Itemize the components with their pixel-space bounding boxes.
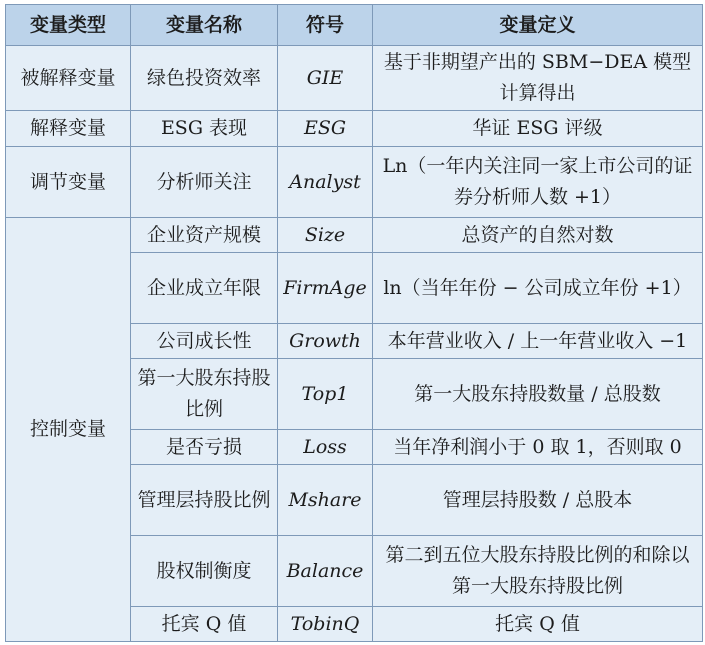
- cell-symbol: Analyst: [278, 147, 373, 218]
- cell-variable-name: ESG 表现: [131, 111, 278, 147]
- cell-definition: 托宾 Q 值: [373, 607, 703, 642]
- cell-symbol: FirmAge: [278, 253, 373, 324]
- cell-variable-name: 企业成立年限: [131, 253, 278, 324]
- cell-variable-name: 绿色投资效率: [131, 46, 278, 111]
- cell-definition: 管理层持股数 / 总股本: [373, 465, 703, 536]
- cell-variable-name: 股权制衡度: [131, 536, 278, 607]
- header-row: [6, 5, 703, 46]
- cell-variable-name: 企业资产规模: [131, 218, 278, 253]
- cell-definition: 华证 ESG 评级: [373, 111, 703, 147]
- cell-symbol: Growth: [278, 324, 373, 359]
- variable-definition-table: [5, 4, 703, 642]
- cell-symbol: GIE: [278, 46, 373, 111]
- header-variable-type: 变量类型: [6, 5, 131, 46]
- header-symbol: 符号: [278, 5, 373, 46]
- header-variable-definition: 变量定义: [373, 5, 703, 46]
- cell-symbol: Mshare: [278, 465, 373, 536]
- cell-variable-name: 是否亏损: [131, 430, 278, 465]
- cell-variable-name: 公司成长性: [131, 324, 278, 359]
- cell-variable-name: 分析师关注: [131, 147, 278, 218]
- header-variable-name: 变量名称: [131, 5, 278, 46]
- cell-symbol: Size: [278, 218, 373, 253]
- cell-definition: 基于非期望产出的 SBM−DEA 模型计算得出: [373, 46, 703, 111]
- table-row: [6, 147, 703, 218]
- cell-definition: 总资产的自然对数: [373, 218, 703, 253]
- cell-symbol: Loss: [278, 430, 373, 465]
- cell-symbol: TobinQ: [278, 607, 373, 642]
- cell-definition: 本年营业收入 / 上一年营业收入 −1: [373, 324, 703, 359]
- cell-definition: 第一大股东持股数量 / 总股数: [373, 359, 703, 430]
- cell-symbol: ESG: [278, 111, 373, 147]
- cell-variable-name: 管理层持股比例: [131, 465, 278, 536]
- cell-definition: 当年净利润小于 0 取 1，否则取 0: [373, 430, 703, 465]
- cell-definition: Ln（一年内关注同一家上市公司的证券分析师人数 +1）: [373, 147, 703, 218]
- cell-variable-type: 调节变量: [6, 147, 131, 218]
- cell-definition: 第二到五位大股东持股比例的和除以第一大股东持股比例: [373, 536, 703, 607]
- cell-variable-name: 托宾 Q 值: [131, 607, 278, 642]
- cell-variable-type: 被解释变量: [6, 46, 131, 111]
- cell-symbol: Top1: [278, 359, 373, 430]
- cell-definition: ln（当年年份 − 公司成立年份 +1）: [373, 253, 703, 324]
- variable-definition-table-container: [5, 4, 702, 642]
- cell-variable-name: 第一大股东持股比例: [131, 359, 278, 430]
- cell-variable-type: 解释变量: [6, 111, 131, 147]
- cell-symbol: Balance: [278, 536, 373, 607]
- cell-control-variable-type: 控制变量: [6, 218, 131, 642]
- table-row: [6, 111, 703, 147]
- table-row: [6, 46, 703, 111]
- table-row: [6, 218, 703, 253]
